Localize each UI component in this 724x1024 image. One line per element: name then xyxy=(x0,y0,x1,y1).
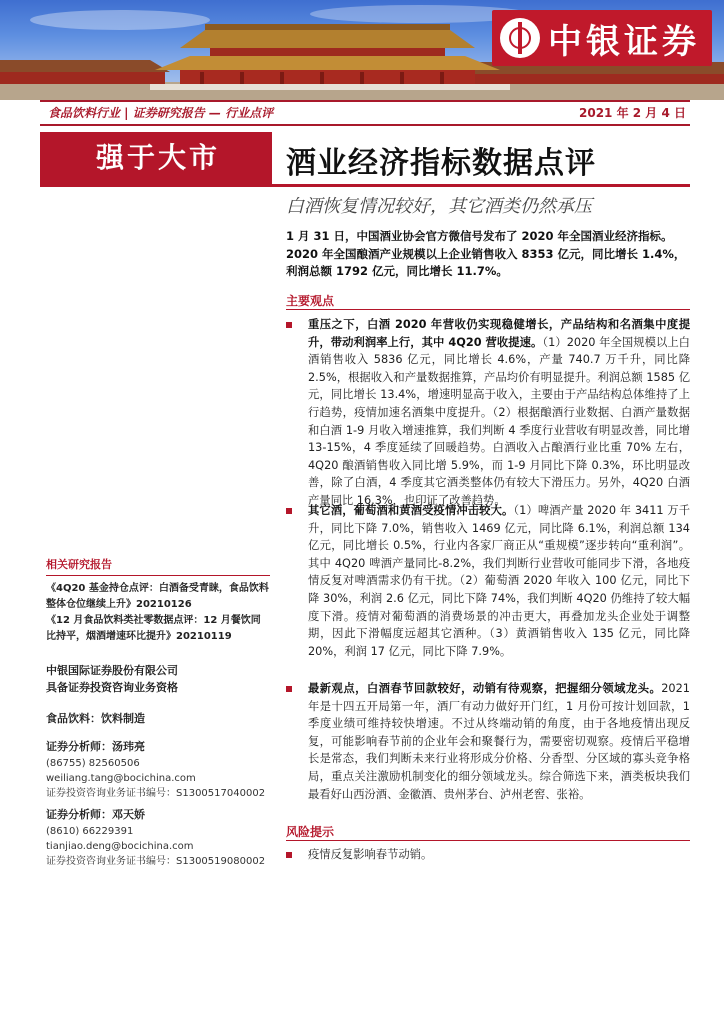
related-rule xyxy=(46,575,270,576)
analyst-name: 证券分析师：汤玮亮 xyxy=(46,740,145,753)
main-point-text: 2021 年是十四五开局第一年，酒厂有动力做好开门红，1 月份可按计划回款，1 季度业绩可维持较快增速。不过从终端动销的角度，由于各地疫情出现反复，可能影响春节前的企业年会和聚餐行为，需要密切观察。疫情后平稳增长是常态，我们判断未来行业将形成分价格、分香型、分区域的寡头竞争格局，重点关注激励机制变化的细分领域龙头。综合筛选下来，酒类板块我们最看好山西汾酒、金徽酒、贵州茅台、泸州老窖、张裕。 xyxy=(308,682,690,801)
report-subtitle: 白酒恢复情况较好，其它酒类仍然承压 xyxy=(286,196,592,217)
main-point-item xyxy=(286,680,690,803)
risk-item xyxy=(286,846,690,864)
analyst-phone: (8610) 66229391 xyxy=(46,826,134,837)
bullet-square-icon xyxy=(286,852,292,858)
bullet-square-icon xyxy=(286,508,292,514)
main-point-item xyxy=(286,502,690,660)
main-point-text: （1）啤酒产量 2020 年 3411 万千升，同比下降 7.0%，销售收入 1469 亿元，同比降 6.1%，利润总额 134 亿元，同比增长 0.5%，行业内各家厂商正从“重规模”逐步转向“重利润”。其中 4Q20 啤酒产量同比-8.2%，我们判断行业营收可能同步下滑，各地疫情反复对啤酒需求仍有干扰。（2）葡萄酒 2020 年收入 100 亿元，同比下降 30%，利润 2.6 亿元，同比下降 74%，我们判断 4Q20 仍维持了较大幅度下滑。疫情对葡萄酒的消费场景的冲击更大，再叠加龙头企业处于调整期，因此下滑幅度远超其它酒种。（3）黄酒销售收入 135 亿元，同比降 20%，利润 17 亿元，同比下降 7.9%。 xyxy=(308,504,690,658)
main-point-item xyxy=(286,316,690,510)
main-point-text: （1）2020 年全国规模以上白酒销售收入 5836 亿元，同比增长 4.6%，产量 740.7 万千升，同比降 2.5%，根据收入和产量数据推算，产品均价有明显提升。利润总额 1585 亿元，同比增长 13.4%，增速明显高于收入，主要由于产品结构总体维持了上行趋势，疫情加速名酒集中度提升。（2）根据酿酒行业数据、白酒产量数据和白酒 1-9 月收入增速推算，我们判断 4 季度行业营收有明显改善，同比增 13-15%，4 季度延续了回暖趋势。白酒收入占酿酒行业比重 70% 左右，4Q20 酿酒销售收入同比增 5.9%，而 1-9 月同比下降 0.3%，环比明显改善，除了白酒，4 季度其它酒类整体仍有较大下滑压力。另外，4Q20 白酒产量同比 16.3%，也印证了改善趋势。 xyxy=(308,335,690,507)
analyst-cert: 证券投资咨询业务证书编号：S1300519080002 xyxy=(46,856,266,867)
report-date: 2021 年 2 月 4 日 xyxy=(579,106,686,120)
analyst-card xyxy=(46,738,270,801)
related-report-link[interactable]: 《12 月食品饮料类社零数据点评：12 月餐饮同比持平，烟酒增速环比提升》20210119 xyxy=(46,615,261,642)
brand-logo xyxy=(492,10,712,66)
bullet-square-icon xyxy=(286,686,292,692)
main-point-lead: 其它酒，葡萄酒和黄酒受疫情冲击较大。 xyxy=(308,504,514,517)
analyst-email[interactable]: weiliang.tang@bocichina.com xyxy=(46,773,196,784)
main-point-lead: 重压之下，白酒 2020 年营收仍实现稳健增长，产品结构和名酒集中度提升，带动利润率上行，其中 4Q20 营收提速。 xyxy=(308,318,690,349)
report-title: 酒业经济指标数据点评 xyxy=(286,146,596,181)
hero-banner xyxy=(0,0,724,100)
sector-label: 食品饮料：饮料制造 xyxy=(46,712,145,725)
related-heading: 相关研究报告 xyxy=(46,558,112,571)
title-rule xyxy=(40,184,690,187)
risk-rule xyxy=(286,840,690,841)
brand-name: 中银证券 xyxy=(548,21,700,62)
analyst-card xyxy=(46,806,270,869)
header-top-rule xyxy=(40,100,690,102)
report-category: 食品饮料行业 | 证券研究报告 — 行业点评 xyxy=(48,106,274,120)
analyst-email[interactable]: tianjiao.deng@bocichina.com xyxy=(46,841,194,852)
analyst-name: 证券分析师：邓天娇 xyxy=(46,808,145,821)
risk-text: 疫情反复影响春节动销。 xyxy=(308,848,433,861)
main-point-lead: 最新观点，白酒春节回款较好，动销有待观察，把握细分领域龙头。 xyxy=(308,682,662,695)
company-block xyxy=(46,662,270,696)
company-name: 中银国际证券股份有限公司 xyxy=(46,664,178,677)
rating-badge: 强于大市 xyxy=(40,132,272,184)
summary-paragraph: 1 月 31 日，中国酒业协会官方微信号发布了 2020 年全国酒业经济指标。2020 年全国酿酒产业规模以上企业销售收入 8353 亿元，同比增长 1.4%，利润总额 1792 亿元，同比增长 11.7%。 xyxy=(286,229,686,278)
main-points-heading: 主要观点 xyxy=(286,294,335,308)
risk-heading: 风险提示 xyxy=(286,825,335,839)
analyst-phone: (86755) 82560506 xyxy=(46,758,140,769)
related-report-link[interactable]: 《4Q20 基金持仓点评：白酒备受青睐，食品饮料整体仓位继续上升》20210126 xyxy=(46,583,269,610)
header-bottom-rule xyxy=(40,124,690,126)
related-reports xyxy=(46,556,270,645)
bank-logo-icon xyxy=(500,18,540,58)
sector-block xyxy=(46,710,270,727)
main-points-rule xyxy=(286,309,690,310)
company-qualification: 具备证券投资咨询业务资格 xyxy=(46,681,178,694)
analyst-cert: 证券投资咨询业务证书编号：S1300517040002 xyxy=(46,788,266,799)
bullet-square-icon xyxy=(286,322,292,328)
